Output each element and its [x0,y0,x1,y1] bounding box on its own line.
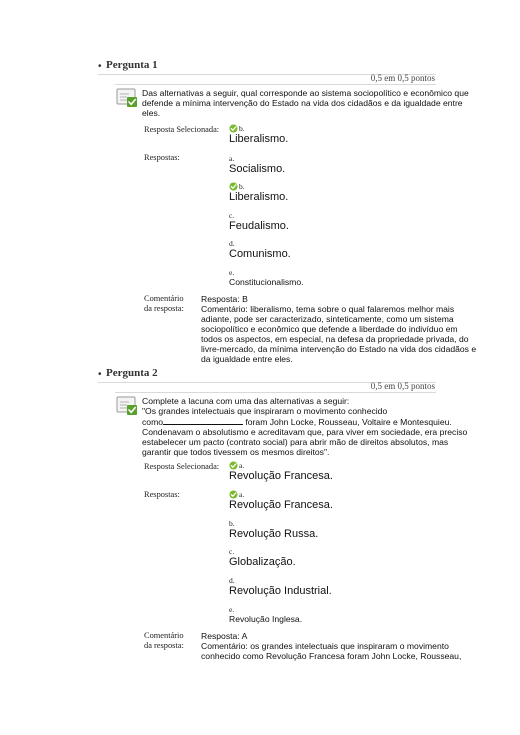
option-b: b. Liberalismo. [229,181,289,203]
correct-check-icon [229,124,238,133]
selected-answer: a. Revolução Francesa. [229,460,333,482]
selected-answer-label: Resposta Selecionada: [144,462,220,471]
selected-answer-label: Resposta Selecionada: [144,125,220,134]
fill-blank [163,416,243,425]
answers-label: Respostas: [144,490,180,499]
option-c: c. Globalização. [229,546,296,568]
option-d: d. Comunismo. [229,238,291,260]
correct-check-icon [229,461,238,470]
comment-label: Comentário da resposta: [144,294,184,313]
option-d: d. Revolução Industrial. [229,575,332,597]
bullet-icon: • [98,61,102,72]
option-e: e. Revolução Inglesa. [229,604,303,624]
question-1-text: Das alternativas a seguir, qual corresponde ao sistema sociopolítico e econômico que defende a mínima intervenção do Estado na vida dos cidadãos e da igualdade entre eles. [142,88,469,118]
question-check-icon [116,396,138,416]
question-check-icon [116,88,138,108]
option-e: e. Constitucionalismo. [229,267,304,287]
comment-body: Resposta: B Comentário: liberalismo, tema sobre o qual falaremos melhor mais adiante, pode ser caracterizado, sinteticamente, como um sistema sociopolítico e econômico que defende a liberdade do indivíduo em todos os aspectos, em especial, na defesa da propriedade privada, do livre-mercado, da mínima intervenção do Estado na vida dos cidadãos e da igualdade entre eles. [201,294,477,364]
selected-answer: b. Liberalismo. [229,123,289,145]
question-1-title: Pergunta 1 [106,59,158,71]
question-2-score: 0,5 em 0,5 pontos [370,381,435,391]
comment-label: Comentário da resposta: [144,631,184,650]
correct-check-icon [229,182,238,191]
answers-label: Respostas: [144,153,180,162]
question-2-title: Pergunta 2 [106,367,158,379]
question-2-text: Complete a lacuna com uma das alternativas a seguir: "Os grandes intelectuais que inspiraram o movimento conhecido como foram John Locke, Rousseau, Voltaire e Montesquieu. Condenavam o absolutismo e acreditavam que, para viver em sociedade, era preciso estabelecer um pacto (contrato social) para abrir mão de direitos absolutos, mas garantir que todos tivessem os mesmos direitos". [142,396,468,457]
question-1-score: 0,5 em 0,5 pontos [370,73,435,83]
selected-answer-text: Liberalismo. [229,133,289,145]
option-a: a. Revolução Francesa. [229,489,333,511]
option-a: a. Socialismo. [229,153,286,175]
bullet-icon: • [98,369,102,380]
option-b: b. Revolução Russa. [229,518,319,540]
comment-body: Resposta: A Comentário: os grandes intelectuais que inspiraram o movimento conhecido como Revolução Francesa foram John Locke, Rousseau, [201,631,462,661]
selected-answer-text: Revolução Francesa. [229,470,333,482]
correct-check-icon [229,490,238,499]
option-c: c. Feudalismo. [229,210,289,232]
divider [115,392,436,393]
divider [115,84,436,85]
